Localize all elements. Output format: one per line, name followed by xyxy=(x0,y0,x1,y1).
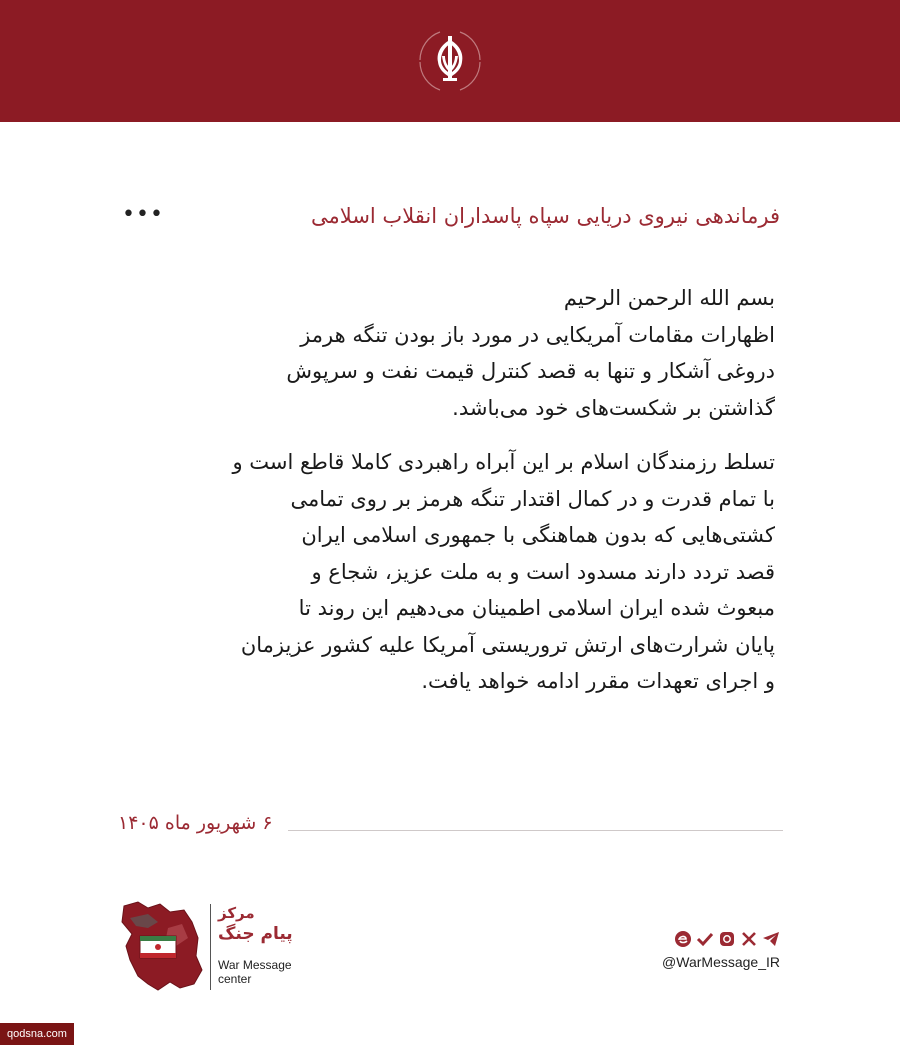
check-icon[interactable] xyxy=(696,930,714,948)
logo-persian-line1: مرکز xyxy=(218,904,255,922)
instagram-icon[interactable] xyxy=(718,930,736,948)
iran-map-icon xyxy=(118,898,204,996)
iran-emblem-icon xyxy=(412,22,488,98)
statement-line: کشتی‌هایی که بدون هماهنگی با جمهوری اسلامی ایران xyxy=(301,523,775,547)
statement-line: تسلط رزمندگان اسلام بر این آبراه راهبردی کاملا قاطع است و xyxy=(232,450,775,474)
telegram-icon[interactable] xyxy=(762,930,780,948)
statement-line: دروغی آشکار و تنها به قصد کنترل قیمت نفت و سرپوش xyxy=(286,359,775,383)
social-handle[interactable]: @WarMessage_IR xyxy=(662,954,780,970)
statement-line: و اجرای تعهدات مقرر ادامه خواهد یافت. xyxy=(421,669,775,693)
statement-line: بسم الله الرحمن الرحیم xyxy=(563,286,775,310)
statement-paragraph xyxy=(115,444,775,700)
war-message-logo xyxy=(118,898,308,998)
statement-paragraph xyxy=(115,280,775,426)
x-icon[interactable] xyxy=(740,930,758,948)
logo-separator xyxy=(210,904,211,990)
statement-body xyxy=(115,280,775,718)
statement-line: مبعوث شده ایران اسلامی اطمینان می‌دهیم این روند تا xyxy=(298,596,775,620)
post-title: فرماندهی نیروی دریایی سپاه پاسداران انقلاب اسلامی xyxy=(311,204,780,228)
statement-line: قصد تردد دارند مسدود است و به ملت عزیز، شجاع و xyxy=(311,559,775,584)
statement-line: با تمام قدرت و در کمال اقتدار تنگه هرمز بر روی تمامی xyxy=(290,486,775,511)
logo-english-line2: center xyxy=(218,972,252,986)
date-divider xyxy=(288,830,783,831)
post-date: ۶ شهریور ماه ۱۴۰۵ xyxy=(118,812,273,834)
more-options-button[interactable]: ••• xyxy=(122,202,164,227)
social-links xyxy=(660,930,780,980)
statement-line: پایان شرارت‌های ارتش تروریستی آمریکا علیه کشور عزیزمان xyxy=(240,632,775,657)
date-row xyxy=(118,812,783,842)
logo-english-line1: War Message xyxy=(218,958,292,972)
logo-persian-line2: پیام جنگ xyxy=(218,924,293,944)
social-icons xyxy=(674,930,780,948)
source-watermark: qodsna.com xyxy=(0,1023,74,1045)
eitaa-icon[interactable] xyxy=(674,930,692,948)
statement-line: اظهارات مقامات آمریکایی در مورد باز بودن تنگه هرمز xyxy=(300,322,775,347)
post-header xyxy=(110,200,780,244)
header-banner xyxy=(0,0,900,122)
statement-line: گذاشتن بر شکست‌های خود می‌باشد. xyxy=(452,395,775,420)
